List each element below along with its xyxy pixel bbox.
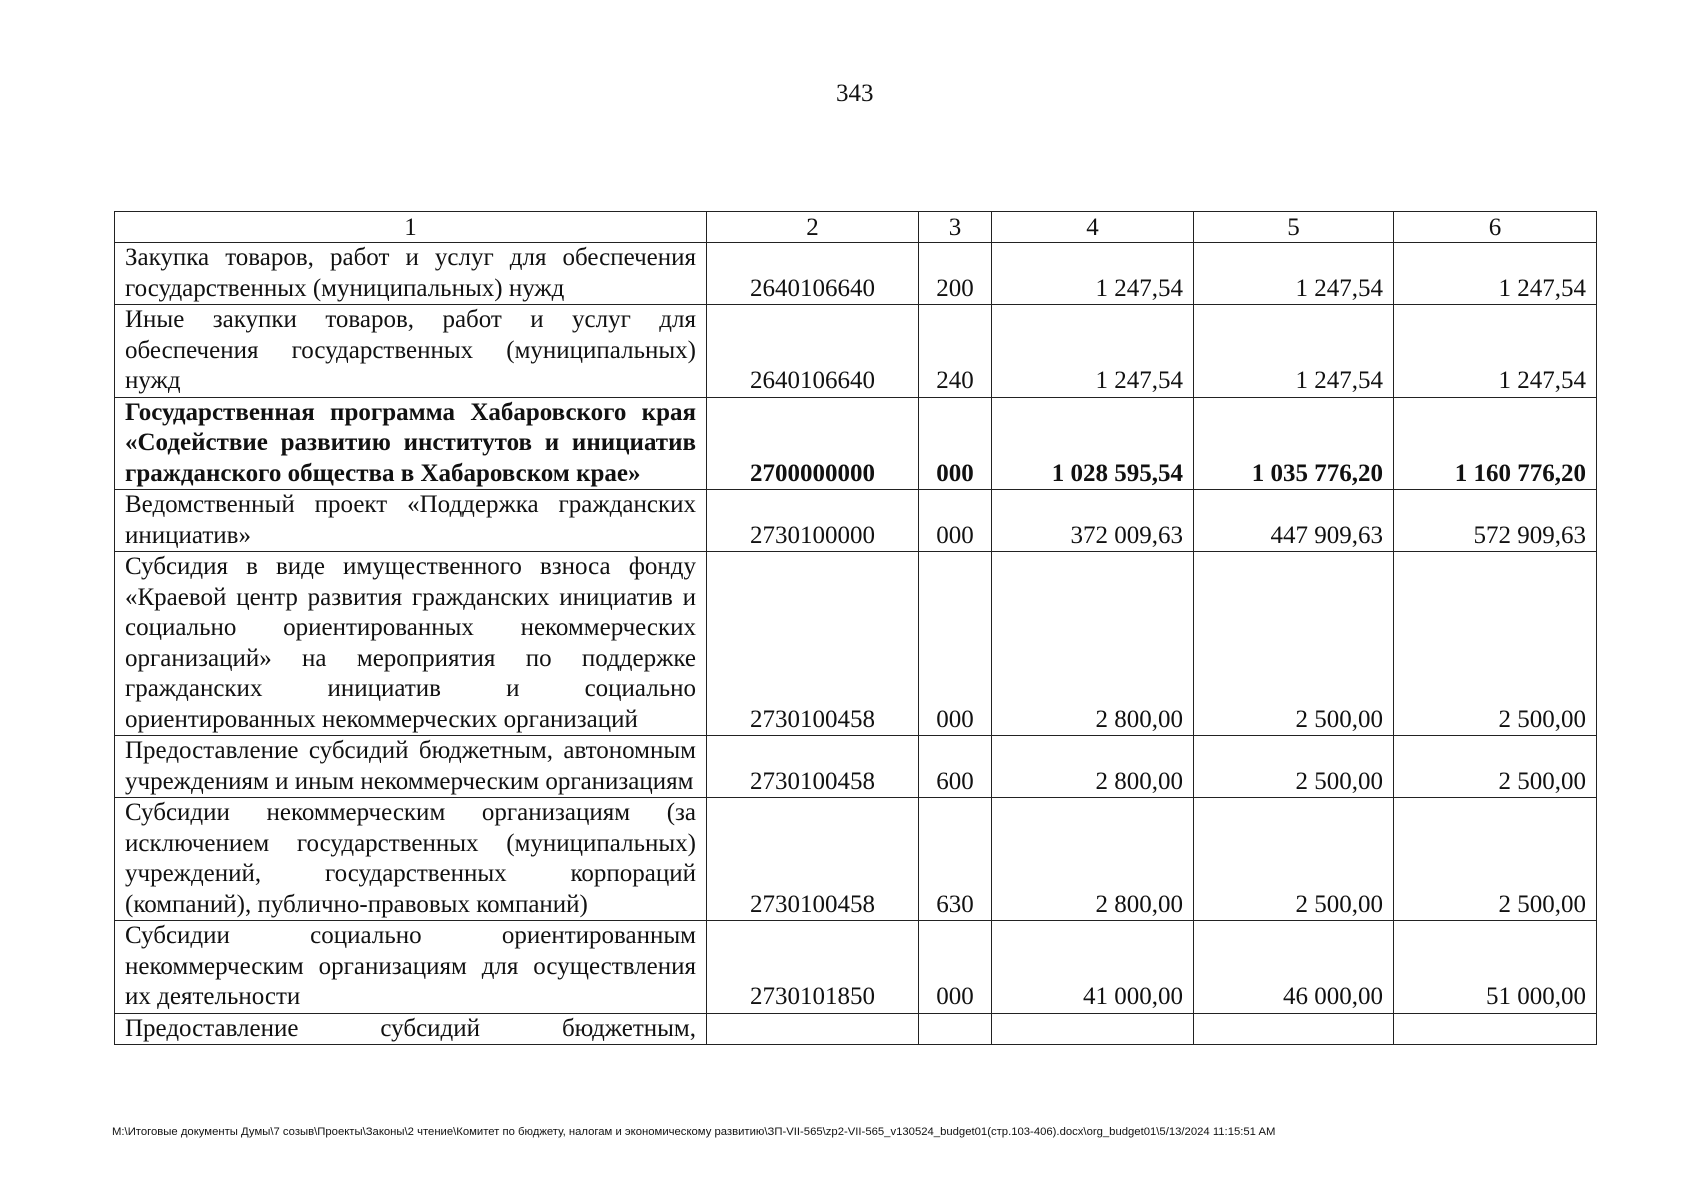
table-row [115,736,1597,798]
row-name: Субсидии некоммерческим организациям (за исключением государственных (муниципальных) учреждений, государственных корпораций (компаний), публично-правовых компаний) [115,798,707,921]
row-amount-year3: 51 000,00 [1394,921,1597,1014]
budget-table [114,211,1597,1045]
table-row [115,798,1597,921]
row-amount-year1: 2 800,00 [992,798,1194,921]
table-row-partial [115,1013,1597,1045]
row-target-code: 2730101850 [707,921,919,1014]
row-amount-year2: 46 000,00 [1194,921,1394,1014]
table-row [115,552,1597,736]
row-amount-year2: 1 035 776,20 [1194,397,1394,490]
row-target-code: 2640106640 [707,305,919,398]
header-col-6: 6 [1394,212,1597,243]
row-amount-year1: 1 028 595,54 [992,397,1194,490]
row-name: Субсидия в виде имущественного взноса фонду «Краевой центр развития гражданских инициатив и социально ориентированных некоммерческих организаций» на мероприятия по поддержке гражданских инициатив и социально ориентированных некоммерческих организаций [115,552,707,736]
row-target-code: 2730100000 [707,490,919,552]
row-expense-type: 600 [919,736,992,798]
row-expense-type: 200 [919,243,992,305]
row-amount-year2: 1 247,54 [1194,243,1394,305]
row-name: Предоставление субсидий бюджетным, [115,1013,707,1045]
table-row [115,921,1597,1014]
header-col-2: 2 [707,212,919,243]
row-amount-year3: 1 160 776,20 [1394,397,1597,490]
row-amount-year1: 1 247,54 [992,243,1194,305]
row-amount-year1: 2 800,00 [992,736,1194,798]
row-name: Закупка товаров, работ и услуг для обеспечения государственных (муниципальных) нужд [115,243,707,305]
row-target-code: 2730100458 [707,736,919,798]
document-path-footer: M:\Итоговые документы Думы\7 созыв\Проекты\Законы\2 чтение\Комитет по бюджету, налогам и экономическому развитию\ЗП-VII-565\zp2-VII-565_v130524_budget01(стр.103-406).docx\org_budget01\5/13/2024 11:15:51 AM [112,1126,1276,1138]
row-expense-type: 000 [919,397,992,490]
row-amount-year1: 2 800,00 [992,552,1194,736]
row-target-code [707,1013,919,1045]
row-amount-year2: 2 500,00 [1194,552,1394,736]
row-amount-year3: 2 500,00 [1394,798,1597,921]
table-row [115,305,1597,398]
header-col-1: 1 [115,212,707,243]
row-target-code: 2700000000 [707,397,919,490]
row-target-code: 2640106640 [707,243,919,305]
row-amount-year1: 1 247,54 [992,305,1194,398]
row-amount-year2: 2 500,00 [1194,736,1394,798]
row-amount-year3 [1394,1013,1597,1045]
row-amount-year3: 2 500,00 [1394,736,1597,798]
row-expense-type: 240 [919,305,992,398]
row-amount-year3: 2 500,00 [1394,552,1597,736]
row-expense-type: 000 [919,552,992,736]
page-number: 343 [836,80,874,107]
table-row [115,490,1597,552]
row-expense-type: 630 [919,798,992,921]
table-row-program [115,397,1597,490]
row-amount-year1: 41 000,00 [992,921,1194,1014]
row-amount-year2: 447 909,63 [1194,490,1394,552]
row-name: Государственная программа Хабаровского края «Содействие развитию институтов и инициатив гражданского общества в Хабаровском крае» [115,397,707,490]
row-amount-year2 [1194,1013,1394,1045]
row-name: Ведомственный проект «Поддержка гражданских инициатив» [115,490,707,552]
row-amount-year3: 1 247,54 [1394,305,1597,398]
header-col-3: 3 [919,212,992,243]
header-row [115,212,1597,243]
header-col-4: 4 [992,212,1194,243]
row-name: Предоставление субсидий бюджетным, автономным учреждениям и иным некоммерческим организациям [115,736,707,798]
row-amount-year3: 572 909,63 [1394,490,1597,552]
row-amount-year2: 2 500,00 [1194,798,1394,921]
row-amount-year3: 1 247,54 [1394,243,1597,305]
row-expense-type: 000 [919,921,992,1014]
row-amount-year1 [992,1013,1194,1045]
row-target-code: 2730100458 [707,552,919,736]
row-amount-year1: 372 009,63 [992,490,1194,552]
table-row [115,243,1597,305]
row-target-code: 2730100458 [707,798,919,921]
row-expense-type [919,1013,992,1045]
row-amount-year2: 1 247,54 [1194,305,1394,398]
row-name: Иные закупки товаров, работ и услуг для обеспечения государственных (муниципальных) нужд [115,305,707,398]
header-col-5: 5 [1194,212,1394,243]
row-name: Субсидии социально ориентированным некоммерческим организациям для осуществления их деятельности [115,921,707,1014]
row-expense-type: 000 [919,490,992,552]
